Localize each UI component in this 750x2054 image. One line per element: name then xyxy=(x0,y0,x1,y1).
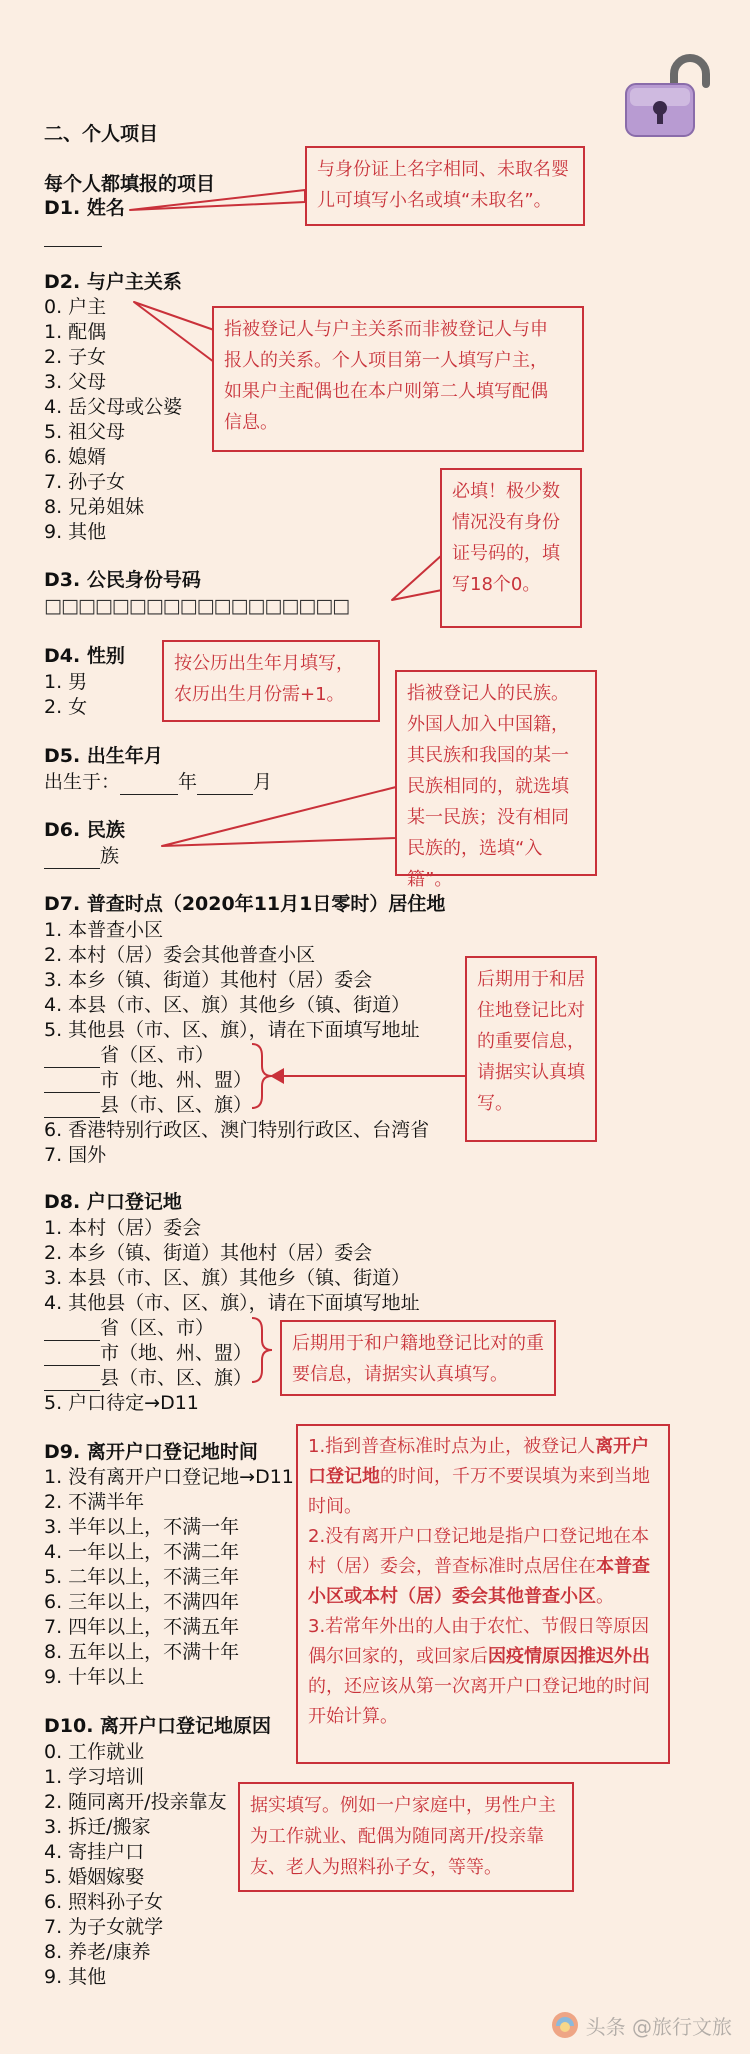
d9-option[interactable]: 7. 四年以上，不满五年 xyxy=(44,1616,240,1638)
d7-option[interactable]: 6. 香港特别行政区、澳门特别行政区、台湾省 xyxy=(44,1119,430,1141)
d9-option[interactable]: 3. 半年以上，不满一年 xyxy=(44,1516,240,1538)
d8-address-line[interactable]: 县（市、区、旗） xyxy=(44,1366,252,1391)
d7-option[interactable]: 5. 其他县（市、区、旗），请在下面填写地址 xyxy=(44,1019,420,1041)
d7-option[interactable]: 2. 本村（居）委会其他普查小区 xyxy=(44,944,316,966)
note-d4: 按公历出生年月填写， 农历出生月份需+1。 xyxy=(162,640,380,722)
d8-address-line[interactable]: 省（区、市） xyxy=(44,1316,214,1341)
d3-id-boxes[interactable]: □□□□□□□□□□□□□□□□□□ xyxy=(44,595,350,617)
pointer-d6 xyxy=(162,787,396,846)
d2-option[interactable]: 8. 兄弟姐妹 xyxy=(44,496,145,518)
d10-option[interactable]: 2. 随同离开/投亲靠友 xyxy=(44,1791,227,1813)
d4-option[interactable]: 1. 男 xyxy=(44,671,88,693)
d7-option[interactable]: 4. 本县（市、区、旗）其他乡（镇、街道） xyxy=(44,994,411,1016)
d6-suffix: 族 xyxy=(100,845,120,867)
d10-option[interactable]: 7. 为子女就学 xyxy=(44,1916,164,1938)
d2-option[interactable]: 2. 子女 xyxy=(44,346,107,368)
watermark-logo-icon xyxy=(550,2010,580,2040)
pointer-d2 xyxy=(134,302,214,362)
note-d8: 后期用于和户籍地登记比对的重 要信息，请据实认真填写。 xyxy=(280,1320,556,1396)
d2-option[interactable]: 6. 媳婿 xyxy=(44,446,107,468)
d2-option[interactable]: 0. 户主 xyxy=(44,296,107,318)
d9-option[interactable]: 2. 不满半年 xyxy=(44,1491,145,1513)
watermark-text: 头条 @旅行文旅 xyxy=(585,2014,732,2039)
d9-option[interactable]: 8. 五年以上，不满十年 xyxy=(44,1641,240,1663)
d9-option[interactable]: 6. 三年以上，不满四年 xyxy=(44,1591,240,1613)
d5-year-label: 年 xyxy=(178,771,198,793)
d7-address-line[interactable]: 市（地、州、盟） xyxy=(44,1068,252,1093)
d5-title: D5. 出生年月 xyxy=(44,745,163,767)
note-d10: 据实填写。例如一户家庭中，男性户主 为工作就业、配偶为随同离开/投亲靠 友、老人为照料孙子女，等等。 xyxy=(238,1782,574,1892)
d4-option[interactable]: 2. 女 xyxy=(44,696,88,718)
d7-option[interactable]: 7. 国外 xyxy=(44,1144,107,1166)
d8-option[interactable]: 5. 户口待定→D11 xyxy=(44,1392,199,1414)
note-d3: 必填！极少数 情况没有身份 证号码的，填 写18个0。 xyxy=(440,468,582,628)
d8-address-line[interactable]: 市（地、州、盟） xyxy=(44,1341,252,1366)
d7-option[interactable]: 1. 本普查小区 xyxy=(44,919,164,941)
d2-option[interactable]: 5. 祖父母 xyxy=(44,421,126,443)
d10-option[interactable]: 9. 其他 xyxy=(44,1966,107,1988)
d2-option[interactable]: 7. 孙子女 xyxy=(44,471,126,493)
d10-option[interactable]: 1. 学习培训 xyxy=(44,1766,145,1788)
d4-title: D4. 性别 xyxy=(44,645,125,667)
d1-title: D1. 姓名 xyxy=(44,197,125,219)
d3-title: D3. 公民身份号码 xyxy=(44,569,201,591)
d2-title: D2. 与户主关系 xyxy=(44,271,182,293)
d9-option[interactable]: 1. 没有离开户口登记地→D11 xyxy=(44,1466,294,1488)
d7-brace xyxy=(252,1044,272,1108)
d2-option[interactable]: 4. 岳父母或公婆 xyxy=(44,396,183,418)
note-d7: 后期用于和居 住地登记比对 的重要信息， 请据实认真填 写。 xyxy=(465,956,597,1142)
d7-address-line[interactable]: 省（区、市） xyxy=(44,1043,214,1068)
section-title: 二、个人项目 xyxy=(44,123,159,145)
note-d2: 指被登记人与户主关系而非被登记人与申 报人的关系。个人项目第一人填写户主， 如果户主配偶也在本户则第二人填写配偶 信息。 xyxy=(212,306,584,452)
d9-option[interactable]: 4. 一年以上，不满二年 xyxy=(44,1541,240,1563)
d8-option[interactable]: 3. 本县（市、区、旗）其他乡（镇、街道） xyxy=(44,1267,411,1289)
d10-title: D10. 离开户口登记地原因 xyxy=(44,1715,272,1737)
d9-title: D9. 离开户口登记地时间 xyxy=(44,1441,258,1463)
note-d6: 指被登记人的民族。 外国人加入中国籍， 其民族和我国的某一 民族相同的，就选填 某一民族；没有相同 民族的，选填“入籍”。 xyxy=(395,670,597,876)
d9-option[interactable]: 5. 二年以上，不满三年 xyxy=(44,1566,240,1588)
d8-option[interactable]: 2. 本乡（镇、街道）其他村（居）委会 xyxy=(44,1242,373,1264)
d7-arrow-head xyxy=(270,1068,284,1084)
intro-text: 每个人都填报的项目 xyxy=(44,173,216,195)
d10-option[interactable]: 0. 工作就业 xyxy=(44,1741,145,1763)
d7-title: D7. 普查时点（2020年11月1日零时）居住地 xyxy=(44,893,446,915)
d9-option[interactable]: 9. 十年以上 xyxy=(44,1666,145,1688)
d8-title: D8. 户口登记地 xyxy=(44,1191,182,1213)
pointer-d3 xyxy=(392,555,442,600)
watermark xyxy=(550,2010,732,2040)
d5-prefix: 出生于： xyxy=(44,771,121,793)
d2-option[interactable]: 9. 其他 xyxy=(44,521,107,543)
d10-option[interactable]: 4. 寄挂户口 xyxy=(44,1841,145,1863)
d5-month-label: 月 xyxy=(253,771,273,793)
d2-option[interactable]: 1. 配偶 xyxy=(44,321,107,343)
d8-option[interactable]: 4. 其他县（市、区、旗），请在下面填写地址 xyxy=(44,1292,420,1314)
d6-title: D6. 民族 xyxy=(44,819,125,841)
d10-option[interactable]: 6. 照料孙子女 xyxy=(44,1891,164,1913)
d8-option[interactable]: 1. 本村（居）委会 xyxy=(44,1217,202,1239)
d7-address-line[interactable]: 县（市、区、旗） xyxy=(44,1093,252,1118)
d10-option[interactable]: 5. 婚姻嫁娶 xyxy=(44,1866,145,1888)
d10-option[interactable]: 3. 拆迁/搬家 xyxy=(44,1816,151,1838)
pointer-d1 xyxy=(130,190,305,210)
d10-option[interactable]: 8. 养老/康养 xyxy=(44,1941,151,1963)
note-d9: 1.指到普查标准时点为止，被登记人离开户 口登记地的时间，千万不要误填为来到当地 时间。 2.没有离开户口登记地是指户口登记地在本 村（居）委会，普查标准时点居住在本普查 小区或本村（居）委会其他普查小区。 3.若常年外出的人由于农忙、节假日等原因 偶尔回家的，或回家后因疫情原因推迟外出 的，还应该从第一次离开户口登记地的时间 开始计算。 xyxy=(296,1424,670,1764)
d7-option[interactable]: 3. 本乡（镇、街道）其他村（居）委会 xyxy=(44,969,373,991)
note-d1: 与身份证上名字相同、未取名婴 儿可填写小名或填“未取名”。 xyxy=(305,146,585,226)
d2-option[interactable]: 3. 父母 xyxy=(44,371,107,393)
d8-brace xyxy=(252,1318,272,1382)
